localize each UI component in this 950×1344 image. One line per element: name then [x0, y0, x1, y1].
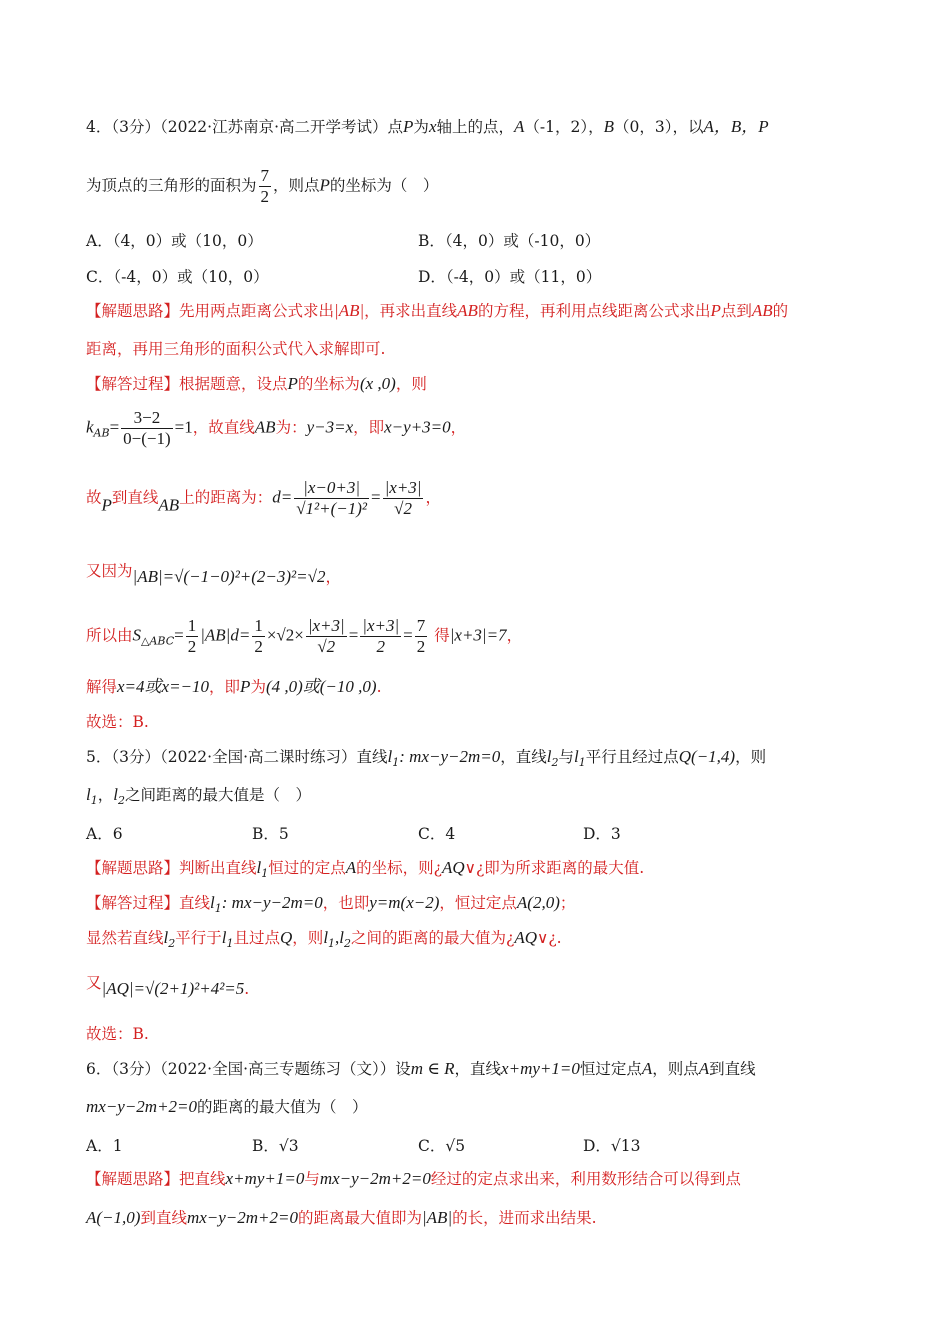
q6-option-c: C．√5: [418, 1137, 466, 1155]
q4-text: ，则: [395, 375, 427, 393]
q5-aq-line: [86, 972, 249, 1000]
q5-text: 平行且经过点: [585, 748, 679, 766]
process-label: 【解答过程】: [86, 375, 180, 393]
q5-l1-sub: 1: [214, 902, 222, 915]
q5-text: 之间距离的最大值是（ ）: [124, 786, 311, 804]
q6-var-a: A: [641, 1059, 653, 1078]
q5-point-q: Q(−1,4): [678, 747, 736, 766]
q5-text: ∨¿.: [537, 929, 562, 947]
area-times: ×√2×: [266, 625, 304, 645]
q4-var-x: x: [428, 117, 437, 136]
q4-text: .: [376, 678, 382, 696]
idea-label: 【解题思路】: [86, 859, 180, 877]
q5-text: 平行于: [175, 929, 222, 947]
q5-stem-line1: [86, 746, 766, 774]
q6-text: 经过的定点求出来，利用数形结合可以得到点: [430, 1170, 741, 1188]
q4-text: （-1，2），: [524, 118, 604, 136]
fraction-denominator: 2: [416, 637, 426, 656]
q5-eq: : mx−y−2m=0: [221, 893, 323, 912]
area-fraction3: [415, 616, 428, 657]
q6-var-a: A: [698, 1059, 710, 1078]
q4-text: 先用两点距离公式求出: [179, 302, 335, 320]
q6-eq2: mx−y−2m+2=0: [186, 1208, 298, 1227]
q6-option-a: A．1: [86, 1137, 123, 1155]
q4-var-ab: AB: [158, 495, 180, 515]
q5-l1: l: [256, 858, 262, 877]
q5-l2: l: [163, 928, 169, 947]
q5-process-line2: 显然若直线$l_2$平行于$l_1$且过点Q，则$l_1,l_2$之间的距离的最大值为¿AQ∨¿.: [86, 928, 562, 950]
q4-text: 所以由: [86, 626, 133, 645]
fraction-numerator: 1: [254, 616, 263, 635]
q4-text: 解得: [86, 678, 118, 696]
q4-text: 的坐标为: [297, 375, 360, 393]
q5-text: ，: [97, 786, 114, 804]
q6-text: 到直线: [140, 1209, 187, 1227]
fraction-numerator: 7: [416, 616, 426, 635]
fraction-denominator: √2: [317, 637, 336, 656]
fraction-denominator: 2: [376, 637, 385, 656]
q5-l2: l: [113, 785, 118, 804]
q4-text: （0，3），以: [614, 118, 704, 136]
q4-text: ，: [450, 418, 467, 437]
q5-text: 显然若直线: [86, 929, 164, 947]
q5-eq1: : mx−y−2m=0: [399, 747, 501, 766]
q4-text: 得: [434, 626, 450, 645]
fraction-numerator: |x+3|: [307, 616, 345, 635]
slope-result: =1: [174, 417, 193, 437]
q4-stem-line1: [86, 116, 769, 138]
q4-ab-line: [86, 560, 341, 588]
q4-option-a: A．（4，0）或（10，0）: [86, 232, 263, 250]
q4-text: ，即: [209, 678, 241, 696]
q6-text: 6．（3分）（2022·全国·高三专题练习（文））设: [86, 1060, 411, 1078]
q4-var-ab: AB: [457, 301, 478, 320]
q4-text: 的坐标为（ ）: [329, 176, 439, 195]
process-label: 【解答过程】: [86, 894, 180, 912]
idea-label: 【解题思路】: [86, 1170, 180, 1188]
q5-option-c: C．4: [418, 825, 456, 843]
area-mid: |AB|d=: [200, 625, 251, 645]
q4-area-line: 所以由$S_{\triangle ABC}=$ $\frac{1}{2}$ |AB|d= $\frac{1}{2}$ ×√2× $\frac{|x+3|}{√2}$ = $\frac{|x+3|}{2}$ = $\frac{7}{2}$ 得|x+3|=7，: [86, 616, 523, 656]
q6-text: 的长，进而求出结果.: [452, 1209, 597, 1227]
fraction-denominator: √2: [394, 499, 412, 518]
q4-text: 故: [86, 488, 102, 507]
q4-idea-line1: [86, 300, 788, 322]
ab-length-eq: |AB|=√(−1−0)²+(2−3)²=√2: [132, 567, 326, 586]
distance-fraction2: [383, 478, 424, 519]
q6-option-d: D．√13: [583, 1137, 641, 1155]
q4-process-line1: [86, 373, 427, 395]
q5-text: 且过点: [233, 929, 281, 947]
q4-text: ，即: [353, 418, 385, 437]
q5-idea-line: [86, 857, 644, 885]
q4-text: ，: [506, 626, 523, 645]
q5-l1: l: [574, 747, 579, 766]
q6-idea-line1: [86, 1168, 741, 1190]
q6-abs-ab: |AB|: [422, 1208, 453, 1227]
q6-eq1: x+my+1=0: [225, 1169, 305, 1188]
q6-text: 与: [304, 1170, 320, 1188]
q6-text: ，则点: [652, 1060, 699, 1078]
q5-l1-sub: 1: [90, 794, 98, 807]
q5-process-line1: [86, 892, 575, 920]
q5-option-b: B．5: [252, 825, 289, 843]
q6-text: 到直线: [709, 1060, 756, 1078]
q4-text: ，再求出直线: [364, 302, 458, 320]
q4-solution-line: [86, 676, 382, 698]
area-sub: △ABC: [141, 634, 175, 648]
q6-option-b: B．√3: [252, 1137, 299, 1155]
fraction-denominator: 0−(−1): [123, 429, 171, 448]
q4-var-ab: AB: [254, 417, 276, 437]
q4-stem-line2: [86, 166, 438, 207]
q6-text: 把直线: [179, 1170, 226, 1188]
slope-k: k: [86, 417, 94, 437]
q5-l2: l: [339, 928, 345, 947]
q5-l2-sub: 2: [551, 756, 559, 769]
q4-text: 上的距离为：: [179, 488, 273, 507]
q4-option-d: D．（-4，0）或（11，0）: [418, 268, 602, 286]
half-fraction: [186, 616, 199, 657]
q6-text: ，直线: [454, 1060, 502, 1078]
q5-text: 之间的距离的最大值为¿: [351, 929, 515, 947]
q4-idea-line2: 距离，再用三角形的面积公式代入求解即可.: [86, 340, 386, 358]
q5-l1-sub: 1: [328, 937, 336, 950]
q6-idea-line2: [86, 1207, 597, 1229]
distance-fraction1: [294, 478, 369, 519]
q4-var-p: P: [403, 117, 414, 136]
q5-var-aq: AQ: [514, 928, 538, 947]
q4-text: ，: [325, 568, 341, 586]
q4-var-p: P: [240, 677, 251, 696]
line-eq1: y−3=x: [306, 417, 354, 437]
q6-text: 的距离最大值即为: [297, 1209, 422, 1227]
fraction-denominator: 2: [187, 637, 197, 656]
q5-option-d: D．3: [583, 825, 621, 843]
q5-l1-sub: 1: [578, 756, 586, 769]
q4-var-b: B: [603, 117, 614, 136]
q4-text: ，则点: [273, 176, 320, 195]
solution-points: (4 ,0)或(−10 ,0): [265, 677, 377, 696]
q4-text: 的: [772, 302, 789, 320]
q4-var-p: P: [710, 301, 721, 320]
q5-text: ；: [559, 894, 576, 912]
q5-text: ，也即: [322, 894, 370, 912]
q4-var-ab: AB: [751, 301, 773, 320]
q4-text: 为：: [275, 418, 307, 437]
q5-eq2: y=m(x−2): [369, 893, 440, 912]
q5-var-aq: AQ: [441, 858, 465, 877]
fraction-numerator: 7: [260, 166, 270, 185]
q5-l1: l: [387, 747, 393, 766]
aq-length-eq: |AQ|=√(2+1)²+4²=5: [101, 979, 245, 998]
q4-slope-line: $k_{AB}=$ $\frac{3-2}{0-(-1)}$ =1，故直线AB为：y−3=x，即x−y+3=0，: [86, 408, 467, 448]
q6-stem-line1: [86, 1058, 756, 1080]
q4-text: 轴上的点，: [436, 118, 514, 136]
q6-text: 恒过定点: [579, 1060, 642, 1078]
q5-l1: l: [323, 928, 329, 947]
solution-eq: x=4或x=−10: [117, 677, 210, 696]
q5-text: 与: [558, 748, 575, 766]
q5-var-q: Q: [280, 928, 293, 947]
q5-l2-sub: 2: [117, 794, 125, 807]
slope-sub: AB: [93, 426, 110, 440]
line-eq2: x−y+3=0: [384, 417, 451, 437]
q6-stem-line2: [86, 1096, 368, 1118]
q5-l2-sub: 2: [344, 937, 352, 950]
q5-text: 直线: [179, 894, 211, 912]
q5-l1: l: [86, 785, 91, 804]
fraction-denominator: 2: [260, 187, 270, 206]
q6-eq1: x+my+1=0: [501, 1059, 580, 1078]
q5-text: ，则: [735, 748, 767, 766]
q4-text: 又因为: [86, 562, 133, 580]
q6-text: 的距离的最大值为（ ）: [197, 1098, 368, 1116]
area-result: |x+3|=7: [449, 625, 507, 645]
q5-text: 5．（3分）（2022·全国·高二课时练习）直线: [86, 748, 388, 766]
q5-answer: 故选：B.: [86, 1025, 149, 1043]
idea-label: 【解题思路】: [86, 302, 180, 320]
q4-text: 根据题意，设点: [179, 375, 288, 393]
q4-stem-text: 4．（3分）（2022·江苏南京·高二开学考试）点: [86, 118, 404, 136]
fraction-denominator: √1²+(−1)²: [296, 499, 367, 518]
fraction-numerator: |x−0+3|: [294, 478, 369, 499]
q5-point-a: A(2,0): [516, 893, 560, 912]
fraction-numerator: 1: [187, 616, 197, 635]
q4-answer: 故选：B.: [86, 713, 149, 731]
q5-text: 的坐标，则¿: [356, 859, 442, 877]
q5-var-a: A: [345, 858, 357, 877]
q4-text: ，: [425, 488, 441, 507]
q6-point-a: A(−1,0): [86, 1208, 141, 1227]
q4-option-b: B．（4，0）或（-10，0）: [418, 232, 601, 250]
q5-text: 恒过的定点: [268, 859, 346, 877]
q5-l1-sub: 1: [261, 867, 269, 880]
q5-text: ，恒过定点: [439, 894, 517, 912]
q6-m-in-r: m ∈ R: [410, 1059, 455, 1078]
q4-distance-line: 故P到直线AB上的距离为：d= $\frac{|x-0+3|}{\text{√1²+(−1)²}}$ = $\frac{|x+3|}{√2}$ ，: [86, 478, 441, 518]
q4-text: 点到: [720, 302, 752, 320]
q5-text: .: [244, 980, 250, 998]
q5-l1: l: [221, 928, 227, 947]
q4-coord: (x ,0): [359, 374, 396, 393]
q4-var-p: P: [101, 495, 112, 515]
fraction-numerator: |x+3|: [384, 478, 422, 497]
q5-option-a: A．6: [86, 825, 123, 843]
q6-eq2: mx−y−2m+2=0: [86, 1097, 198, 1116]
distance-lhs: d=: [272, 487, 293, 507]
q5-l2: l: [546, 747, 552, 766]
q4-text: 为顶点的三角形的面积为: [86, 176, 257, 195]
fraction-numerator: |x+3|: [362, 616, 400, 635]
q4-text: 为: [250, 678, 266, 696]
q5-text: 判断出直线: [179, 859, 257, 877]
q4-text: ，故直线: [192, 418, 255, 437]
q4-vars-abp: A，B，P: [703, 117, 769, 136]
q5-stem-line2: [86, 784, 311, 812]
q6-eq2: mx−y−2m+2=0: [319, 1169, 431, 1188]
fraction-denominator: 2: [254, 637, 263, 656]
q4-area-fraction: [259, 166, 272, 207]
q5-l2-sub: 2: [168, 937, 176, 950]
q5-l1: l: [210, 893, 215, 912]
area-fraction2: [360, 616, 401, 657]
half-fraction: [252, 616, 265, 657]
q4-var-a: A: [514, 117, 525, 136]
area-s: S: [132, 625, 142, 645]
q4-var-p: P: [319, 175, 330, 195]
fraction-numerator: 3−2: [121, 408, 173, 429]
q5-l1-sub: 1: [226, 937, 234, 950]
q5-l1-sub: 1: [392, 756, 400, 769]
q5-text: ∨¿即为所求距离的最大值.: [464, 859, 645, 877]
area-fraction1: [306, 616, 347, 657]
q4-text: 为: [413, 118, 429, 136]
slope-fraction: [121, 408, 173, 449]
q4-option-c: C．（-4，0）或（10，0）: [86, 268, 269, 286]
q4-var-p: P: [287, 374, 298, 393]
q4-text: 的方程，再利用点线距离公式求出: [477, 302, 711, 320]
q5-text: ，则: [292, 929, 324, 947]
q4-abs-ab: |AB|: [334, 301, 365, 320]
q5-text: 又: [86, 974, 102, 992]
q5-text: ，直线: [500, 748, 547, 766]
q4-text: 到直线: [111, 488, 159, 507]
